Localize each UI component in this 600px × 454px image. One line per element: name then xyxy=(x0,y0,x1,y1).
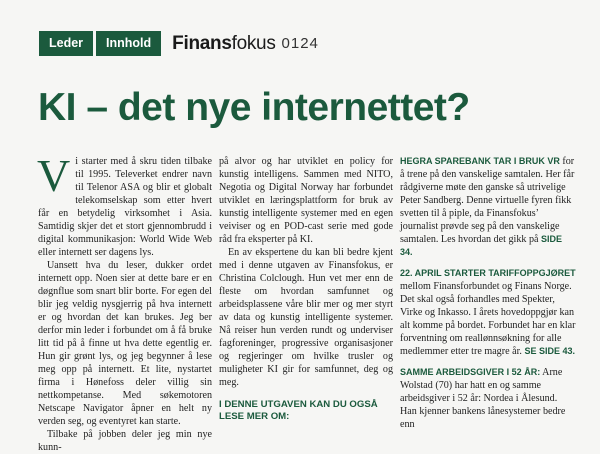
column-3 xyxy=(400,155,576,439)
teaser-employer xyxy=(400,366,576,431)
paragraph: En av ekspertene du kan bli bedre kjent med i denne utgaven av Finansfokus, er Christina Colclough. Hun vet mer enn de fleste om hvordan samfunnet og arbeidsplassene våre blir mer og mer styrt av data og kunstig intelligente systemer. Nå reiser hun verden rundt og underviser fagforeninger, progressive organisasjoner og regjeringer om hvilke trusler og muligheter KI gir for samfunnet, deg og meg. xyxy=(219,247,393,388)
tab-leder[interactable]: Leder xyxy=(39,31,93,56)
teaser-text: for å trene på den vanskelige samtalen. Her får rådgiverne møte den ganske så utrivelige Peter Sandberg. Denne virtuelle fyren fikk svetten til å piple, da Finansfokus’ journalist prøvde seg på den vanskelige samtalen. Les hvordan det gikk på xyxy=(400,156,575,245)
paragraph-intro xyxy=(37,150,212,259)
teaser-text: Arne Wolstad (70) har hatt en og samme arbeidsgiver i 52 år: Nordea i Ålesund. Han kjenner bankens lånesystemer bedre enn xyxy=(400,367,566,430)
logo-bold-part: Finans xyxy=(172,32,232,54)
paragraph-intro-text: i starter med å skru tiden tilbake til 1995. Televerket endrer navn til Telenor ASA og blir et globalt telekomselskap som etter hvert får en betydelig virksomhet i Asia. Samtidig skjer det et stort gjennombrudd i digital kommunikasjon: World Wide Web eller internett ser dagens lys. xyxy=(38,156,212,258)
column-2 xyxy=(219,155,393,423)
teaser-text: mellom Finansforbundet og Finans Norge. Det skal også forhandles med Spekter, Virke og Inkasso. I årets hovedoppgjør kan alt komme på bordet. Forbundet har en klar forventning om reallønnsøkning for alle medlemmer etter tre magre år. xyxy=(400,281,576,357)
logo-light-part: fokus xyxy=(231,32,276,54)
teaser-tariff xyxy=(400,267,576,358)
dropcap: V xyxy=(37,150,71,201)
paragraph: på alvor og har utviklet en policy for kunstig intelligens. Sammen med NITO, Negotia og Digital Norway har forbundet utviklet en læringsplattform for bruk av kunstig intelligente systemer med en egen veiviser og en POD-cast serie med gode råd fra eksperter på KI. xyxy=(219,156,393,245)
page-reference-link[interactable]: SIDE 34. xyxy=(400,234,563,257)
teaser-vr xyxy=(400,155,576,259)
issue-number: 0124 xyxy=(281,35,319,52)
also-in-this-issue-heading: I DENNE UTGAVEN KAN DU OGSÅ LESE MER OM: xyxy=(219,399,378,422)
teaser-heading: SAMME ARBEIDSGIVER I 52 ÅR: xyxy=(400,367,541,377)
page-reference-link[interactable]: SE SIDE 43. xyxy=(524,346,575,356)
teaser-heading: 22. APRIL STARTER TARIFFOPPGJØRET xyxy=(400,268,576,278)
paragraph: Tilbake på jobben deler jeg min nye kunn- xyxy=(38,429,212,453)
magazine-logo xyxy=(172,33,275,55)
teaser-heading: HEGRA SPAREBANK TAR I BRUK VR xyxy=(400,156,560,166)
page-title: KI – det nye internettet? xyxy=(38,86,470,129)
top-navigation xyxy=(39,31,319,56)
tab-innhold[interactable]: Innhold xyxy=(96,31,161,56)
paragraph: Uansett hva du leser, dukker ordet internett opp. Noen sier at dette bare er en døgnflue som snart blir borte. For egen del blir jeg veldig nysgjerrig på hva internett er og hvordan det kan brukes. Jeg ber derfor min leder i forbundet om å få bruke litt tid på å finne ut hva dette egentlig er. Hun gir grønt lys, og jeg begynner å lese meg opp på internett. Et lite, nystartet firma i Hønefoss deler villig sin nettkompetanse. Med søkemotoren Netscape Navigator åpner en helt ny verden seg, og eventyret kan starte. xyxy=(38,260,212,427)
column-1 xyxy=(37,150,212,454)
